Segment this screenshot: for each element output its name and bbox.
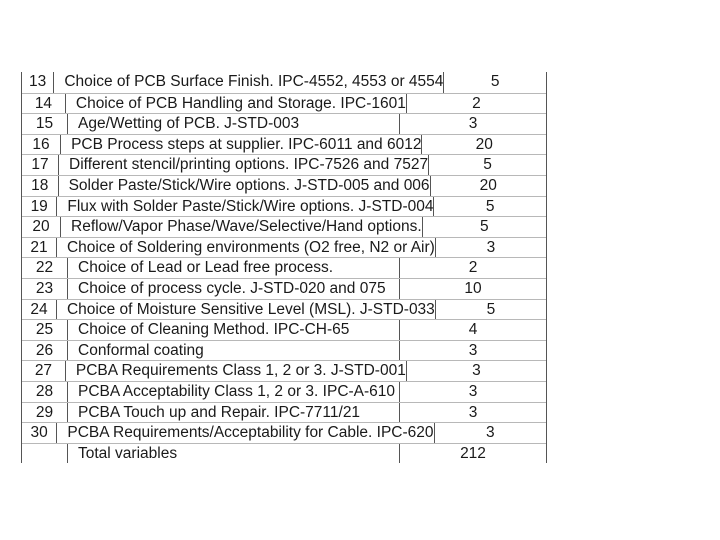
- table-row: [22, 299, 546, 320]
- row-number: 24: [22, 300, 57, 320]
- row-number: 14: [22, 94, 66, 114]
- row-value: 5: [483, 156, 492, 174]
- row-number: 20: [22, 217, 61, 237]
- row-description: PCBA Touch up and Repair. IPC-7711/21: [68, 403, 400, 423]
- row-description: Choice of Lead or Lead free process.: [68, 258, 400, 278]
- table-row: [22, 257, 546, 278]
- row-description: Age/Wetting of PCB. J-STD-003: [68, 114, 400, 134]
- row-value: 3: [486, 238, 496, 256]
- table-row: [22, 319, 546, 340]
- row-description: Choice of process cycle. J-STD-020 and 075: [68, 279, 400, 299]
- table-row: [22, 134, 546, 155]
- table-row: [22, 196, 546, 217]
- row-value: 10: [464, 279, 482, 297]
- row-description: Total variables: [68, 444, 400, 464]
- row-number: 22: [22, 258, 68, 278]
- row-description: PCB Process steps at supplier. IPC-6011 and 6012: [61, 135, 422, 155]
- row-number: 18: [22, 176, 59, 196]
- row-description: Different stencil/printing options. IPC-7526 and 7527: [59, 155, 429, 175]
- row-number: 19: [22, 197, 57, 217]
- row-description: PCBA Requirements Class 1, 2 or 3. J-STD-001: [66, 361, 407, 381]
- row-number: 13: [22, 72, 54, 93]
- table-row: [22, 422, 546, 443]
- table-row: [22, 237, 546, 258]
- row-description: Choice of PCB Surface Finish. IPC-4552, 4553 or 4554: [54, 72, 444, 93]
- row-value: 2: [468, 259, 478, 277]
- row-description: PCBA Requirements/Acceptability for Cable. IPC-620: [57, 423, 434, 443]
- row-number: 29: [22, 403, 68, 423]
- row-value: 5: [485, 197, 495, 215]
- row-value: 3: [472, 362, 481, 380]
- row-number: 25: [22, 320, 68, 340]
- row-value: 3: [468, 341, 478, 359]
- row-number: 15: [22, 114, 68, 134]
- table-row: [22, 154, 546, 175]
- table-row: [22, 360, 546, 381]
- row-number: 30: [22, 423, 57, 443]
- row-value: 3: [485, 424, 495, 442]
- row-value: 20: [475, 135, 493, 153]
- table-row: [22, 340, 546, 361]
- row-description: Solder Paste/Stick/Wire options. J-STD-005 and 006: [59, 176, 431, 196]
- row-description: Choice of PCB Handling and Storage. IPC-1601: [66, 94, 407, 114]
- row-number: 16: [22, 135, 61, 155]
- row-description: Flux with Solder Paste/Stick/Wire options. J-STD-004: [57, 197, 434, 217]
- row-number: 28: [22, 382, 68, 402]
- row-description: PCBA Acceptability Class 1, 2 or 3. IPC-A-610: [68, 382, 400, 402]
- row-description: Choice of Moisture Sensitive Level (MSL). J-STD-033: [57, 300, 436, 320]
- row-value: 5: [486, 300, 496, 318]
- row-description: Choice of Soldering environments (O2 free, N2 or Air): [57, 238, 436, 258]
- row-description: Conformal coating: [68, 341, 400, 361]
- row-value: 3: [468, 403, 478, 421]
- row-number: 26: [22, 341, 68, 361]
- row-value: 3: [468, 382, 478, 400]
- row-number: 27: [22, 361, 66, 381]
- row-value: 4: [468, 321, 478, 339]
- table-row: [22, 381, 546, 402]
- row-number: [22, 444, 68, 464]
- table-row: [22, 72, 546, 93]
- row-value: 5: [490, 73, 500, 90]
- row-value: 3: [468, 115, 478, 133]
- row-number: 21: [22, 238, 57, 258]
- row-value: 212: [460, 444, 486, 462]
- row-value: 5: [480, 218, 489, 236]
- table-row: [22, 216, 546, 237]
- variables-table: [21, 72, 547, 463]
- table-row: [22, 113, 546, 134]
- row-value: 2: [472, 94, 481, 112]
- table-row: [22, 278, 546, 299]
- row-number: 23: [22, 279, 68, 299]
- row-value: 20: [479, 176, 497, 194]
- row-description: Choice of Cleaning Method. IPC-CH-65: [68, 320, 400, 340]
- table-row: [22, 93, 546, 114]
- row-number: 17: [22, 155, 59, 175]
- total-row: [22, 443, 546, 464]
- table-row: [22, 175, 546, 196]
- table-row: [22, 402, 546, 423]
- row-description: Reflow/Vapor Phase/Wave/Selective/Hand options.: [61, 217, 423, 237]
